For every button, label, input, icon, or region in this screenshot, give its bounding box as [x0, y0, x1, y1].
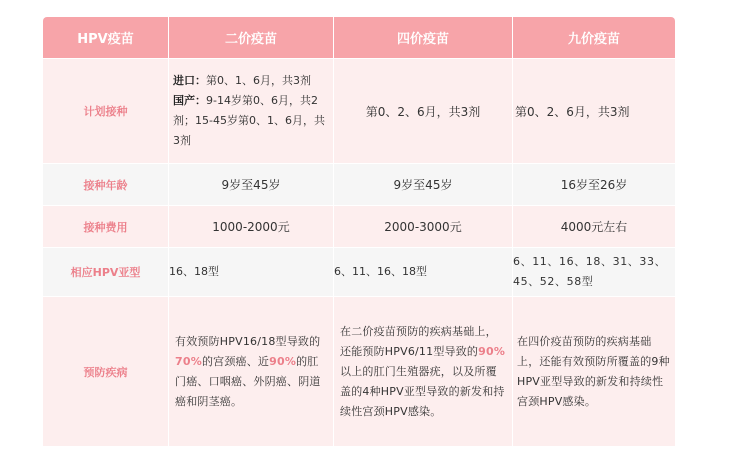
cell-cost-nonavalent: 4000元左右 — [513, 206, 675, 248]
table-row-schedule — [43, 59, 675, 164]
cell-age-bivalent: 9岁至45岁 — [169, 164, 334, 206]
disease-quadrivalent-part2: 以上的肛门生殖器疣，以及所覆盖的4种HPV亚型导致的新发和持续性宫颈HPV感染。 — [340, 364, 505, 418]
row-label-hpv-types: 相应HPV亚型 — [43, 248, 169, 297]
cell-schedule-nonavalent — [513, 59, 675, 164]
header-quadrivalent: 四价疫苗 — [334, 17, 513, 59]
schedule-import-label: 进口： — [173, 74, 206, 87]
cell-disease-bivalent — [169, 297, 334, 447]
table-row-hpv-types — [43, 248, 675, 297]
row-label-age: 接种年龄 — [43, 164, 169, 206]
cell-schedule-quadrivalent: 第0、2、6月，共3剂 — [334, 59, 513, 164]
cell-age-quadrivalent: 9岁至45岁 — [334, 164, 513, 206]
cell-types-quadrivalent — [334, 248, 513, 297]
disease-nonavalent-text: 在四价疫苗预防的疾病基础上，还能有效预防所覆盖的9种HPV亚型导致的新发和持续性宫颈HPV感染。 — [517, 334, 670, 408]
disease-bivalent-pct2: 90% — [269, 354, 297, 368]
schedule-nonavalent-text: 第0、2、6月，共3剂 — [515, 104, 630, 119]
table-row-cost — [43, 206, 675, 248]
cell-disease-nonavalent — [513, 297, 675, 447]
header-bivalent: 二价疫苗 — [169, 17, 334, 59]
table-header-row — [43, 17, 675, 59]
cell-cost-bivalent: 1000-2000元 — [169, 206, 334, 248]
disease-bivalent-part2: 的宫颈癌、近 — [201, 354, 270, 368]
header-hpv-vaccine: HPV疫苗 — [43, 17, 169, 59]
cell-types-nonavalent — [513, 248, 675, 297]
types-nonavalent-text: 6、11、16、18、31、33、45、52、58型 — [513, 255, 667, 288]
disease-bivalent-part3: 的肛门癌、口咽癌、外阴癌、阴道癌和阴茎癌。 — [175, 354, 321, 408]
row-label-schedule: 计划接种 — [43, 59, 169, 164]
disease-quadrivalent-part1: 在二价疫苗预防的疾病基础上，还能预防HPV6/11型导致的 — [340, 324, 497, 358]
cell-disease-quadrivalent — [334, 297, 513, 447]
types-quadrivalent-text: 6、11、16、18型 — [334, 265, 427, 278]
schedule-import-text: 第0、1、6月，共3剂 — [206, 74, 311, 87]
cell-age-nonavalent: 16岁至26岁 — [513, 164, 675, 206]
disease-quadrivalent-pct: 90% — [478, 344, 506, 358]
schedule-domestic-text: 9-14岁第0、6月，共2剂；15-45岁第0、1、6月，共3剂 — [173, 94, 325, 147]
cell-schedule-bivalent — [169, 59, 334, 164]
row-label-cost: 接种费用 — [43, 206, 169, 248]
cell-cost-quadrivalent: 2000-3000元 — [334, 206, 513, 248]
table-row-age — [43, 164, 675, 206]
types-bivalent-text: 16、18型 — [169, 265, 219, 278]
row-label-disease: 预防疾病 — [43, 297, 169, 447]
disease-bivalent-pct1: 70% — [175, 354, 202, 368]
schedule-domestic-label: 国产： — [173, 94, 206, 107]
hpv-vaccine-comparison-table — [43, 17, 675, 447]
table-row-disease — [43, 297, 675, 447]
disease-bivalent-part1: 有效预防HPV16/18型导致的 — [175, 334, 321, 348]
header-nonavalent: 九价疫苗 — [513, 17, 675, 59]
cell-types-bivalent — [169, 248, 334, 297]
